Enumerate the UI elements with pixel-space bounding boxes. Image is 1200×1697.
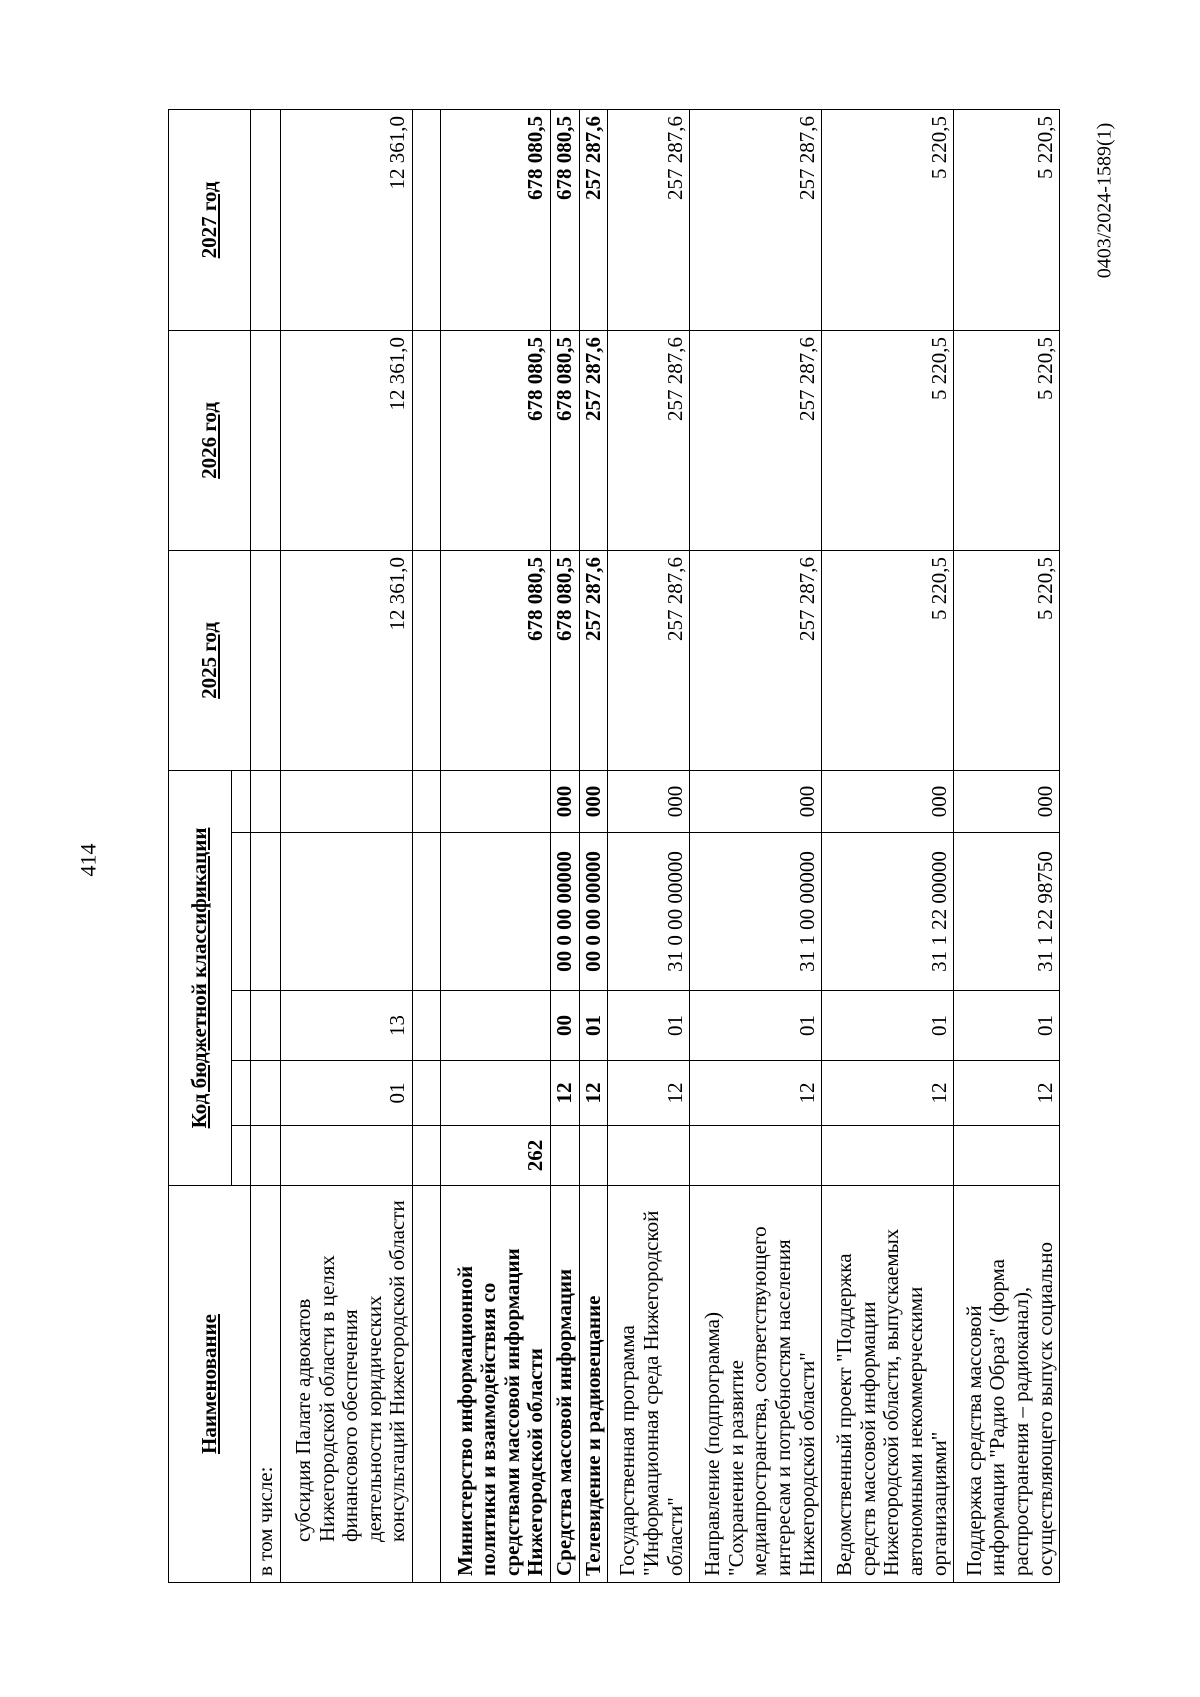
table-row — [579, 109, 608, 1582]
value-2027: 5 220,5 — [954, 109, 1060, 330]
value-2025: 5 220,5 — [954, 550, 1060, 770]
code-cell — [281, 1126, 413, 1186]
code-cell — [251, 833, 281, 991]
value-2025: 5 220,5 — [822, 550, 954, 770]
code-cell: 31 0 00 00000 — [608, 833, 690, 991]
code-cell: 12 — [608, 1061, 690, 1126]
code-cell: 01 — [579, 991, 608, 1061]
page-number: 414 — [75, 843, 100, 877]
code-cell: 12 — [822, 1061, 954, 1126]
row-name — [413, 1186, 441, 1583]
table-row — [441, 109, 551, 1582]
value-2026: 5 220,5 — [822, 330, 954, 550]
code-cell: 00 0 00 00000 — [551, 833, 580, 991]
budget-table-container — [168, 110, 1057, 1583]
value-2027: 257 287,6 — [690, 109, 822, 330]
code-cell — [551, 1126, 580, 1186]
code-sub-5 — [232, 770, 251, 832]
row-name: Ведомственный проект "Поддержка средств массовой информации Нижегородской области, выпускаемых автономными некоммерческими организациями" — [822, 1186, 954, 1583]
code-cell — [579, 1126, 608, 1186]
value-2025: 12 361,0 — [281, 550, 413, 770]
code-cell — [608, 1126, 690, 1186]
code-sub-3 — [232, 991, 251, 1061]
code-cell: 12 — [690, 1061, 822, 1126]
header-2026: 2026 год — [169, 330, 251, 550]
code-cell — [413, 833, 441, 991]
value-2025: 678 080,5 — [551, 550, 580, 770]
code-cell: 000 — [608, 770, 690, 832]
value-2026 — [251, 330, 281, 550]
code-cell — [251, 1061, 281, 1126]
code-cell: 00 0 00 00000 — [579, 833, 608, 991]
code-cell: 262 — [441, 1126, 551, 1186]
code-cell — [413, 1061, 441, 1126]
code-cell — [413, 1126, 441, 1186]
value-2027: 257 287,6 — [579, 109, 608, 330]
code-cell — [413, 991, 441, 1061]
value-2025: 257 287,6 — [579, 550, 608, 770]
code-cell — [281, 770, 413, 832]
code-cell: 31 1 00 00000 — [690, 833, 822, 991]
row-name: Государственная программа "Информационная среда Нижегородской области" — [608, 1186, 690, 1583]
code-cell: 31 1 22 98750 — [954, 833, 1060, 991]
code-cell: 000 — [690, 770, 822, 832]
code-cell: 12 — [551, 1061, 580, 1126]
row-name: Телевидение и радиовещание — [579, 1186, 608, 1583]
code-cell — [822, 1126, 954, 1186]
code-cell: 31 1 22 00000 — [822, 833, 954, 991]
header-code: Код бюджетной классификации — [169, 770, 232, 1185]
code-cell — [954, 1126, 1060, 1186]
table-row — [413, 109, 441, 1582]
table-row — [281, 109, 413, 1582]
code-cell: 000 — [954, 770, 1060, 832]
value-2026: 257 287,6 — [690, 330, 822, 550]
header-2027: 2027 год — [169, 109, 251, 330]
value-2027 — [251, 109, 281, 330]
code-sub-2 — [232, 1061, 251, 1126]
value-2026: 12 361,0 — [281, 330, 413, 550]
value-2026: 678 080,5 — [441, 330, 551, 550]
value-2026 — [413, 330, 441, 550]
value-2026: 257 287,6 — [579, 330, 608, 550]
value-2026: 5 220,5 — [954, 330, 1060, 550]
code-cell: 000 — [551, 770, 580, 832]
table-row — [954, 109, 1060, 1582]
value-2025: 257 287,6 — [690, 550, 822, 770]
value-2027: 12 361,0 — [281, 109, 413, 330]
table-row — [551, 109, 580, 1582]
value-2027: 678 080,5 — [441, 109, 551, 330]
code-cell — [441, 770, 551, 832]
code-cell: 12 — [579, 1061, 608, 1126]
code-cell — [281, 833, 413, 991]
table-row — [822, 109, 954, 1582]
value-2027 — [413, 109, 441, 330]
code-cell — [251, 1126, 281, 1186]
code-cell: 00 — [551, 991, 580, 1061]
budget-table — [168, 109, 1060, 1583]
code-cell — [251, 991, 281, 1061]
table-row — [251, 109, 281, 1582]
document-id: 0403/2024-1589(1) — [1093, 122, 1116, 278]
code-cell: 000 — [579, 770, 608, 832]
code-cell: 000 — [822, 770, 954, 832]
row-name: в том числе: — [251, 1186, 281, 1583]
value-2025 — [251, 550, 281, 770]
code-cell — [441, 833, 551, 991]
code-cell — [690, 1126, 822, 1186]
value-2027: 5 220,5 — [822, 109, 954, 330]
value-2027: 257 287,6 — [608, 109, 690, 330]
row-name: субсидия Палате адвокатов Нижегородской области в целях финансового обеспечения деятельности юридических консультаций Нижегородской области — [281, 1186, 413, 1583]
value-2027: 678 080,5 — [551, 109, 580, 330]
value-2025: 257 287,6 — [608, 550, 690, 770]
table-row — [690, 109, 822, 1582]
code-cell: 01 — [690, 991, 822, 1061]
value-2026: 678 080,5 — [551, 330, 580, 550]
row-name: Средства массовой информации — [551, 1186, 580, 1583]
header-name: Наименование — [169, 1186, 251, 1583]
code-cell — [413, 770, 441, 832]
code-sub-4 — [232, 833, 251, 991]
value-2026: 257 287,6 — [608, 330, 690, 550]
code-cell — [251, 770, 281, 832]
code-sub-1 — [232, 1126, 251, 1186]
value-2025 — [413, 550, 441, 770]
code-cell — [441, 991, 551, 1061]
code-cell: 01 — [954, 991, 1060, 1061]
table-row — [608, 109, 690, 1582]
code-cell: 12 — [954, 1061, 1060, 1126]
code-cell: 13 — [281, 991, 413, 1061]
code-cell — [441, 1061, 551, 1126]
code-cell: 01 — [822, 991, 954, 1061]
row-name: Поддержка средства массовой информации "Радио Образ" (форма распространения – радиоканал), осуществляющего выпуск социально — [954, 1186, 1060, 1583]
value-2025: 678 080,5 — [441, 550, 551, 770]
code-cell: 01 — [608, 991, 690, 1061]
row-name: Направление (подпрограмма) "Сохранение и развитие медиапространства, соответствующего интересам и потребностям населения Нижегородской области" — [690, 1186, 822, 1583]
code-cell: 01 — [281, 1061, 413, 1126]
row-name: Министерство информационной политики и взаимодействия со средствами массовой информации Нижегородской области — [441, 1186, 551, 1583]
header-2025: 2025 год — [169, 550, 251, 770]
